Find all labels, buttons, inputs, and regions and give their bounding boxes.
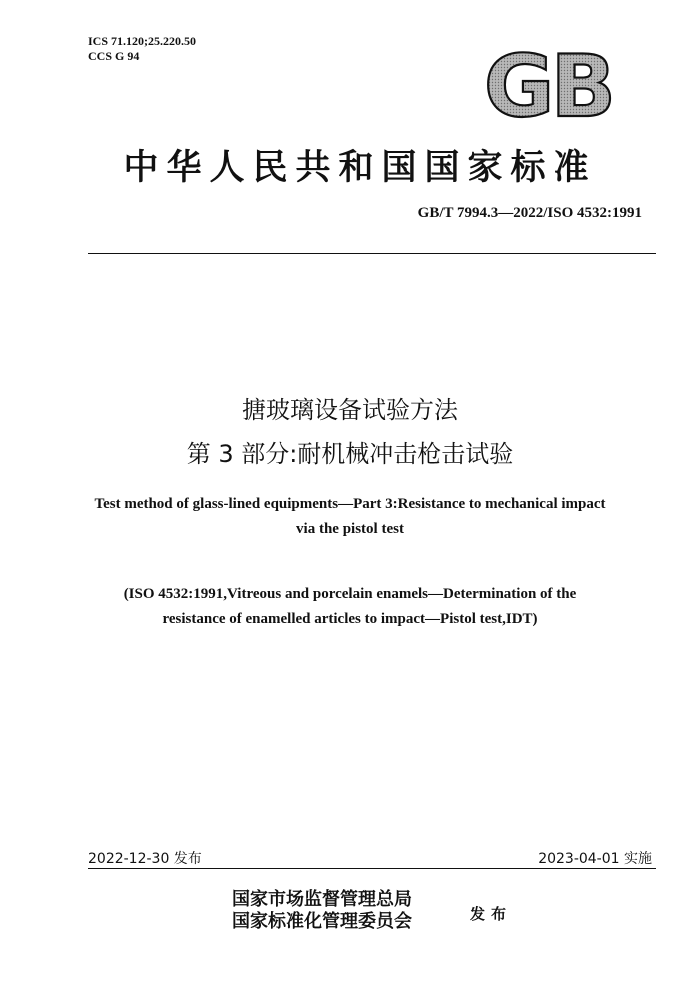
implementation-date: 2023-04-01 实施	[538, 851, 652, 867]
iso-reference-line-1: (ISO 4532:1991,Vitreous and porcelain enamels—Determination of the	[123, 586, 577, 602]
issuer-samr: 国家市场监督管理总局	[232, 889, 412, 910]
classification-codes	[88, 34, 196, 64]
iso-reference-line-2: resistance of enamelled articles to impact—Pistol test,IDT)	[162, 611, 538, 627]
gb-logo-text: GB	[483, 45, 613, 123]
iso-reference	[40, 582, 660, 632]
national-standard-heading: 中华人民共和国国家标准	[123, 147, 597, 188]
issue-date: 2022-12-30 发布	[88, 851, 202, 867]
issuing-authorities	[232, 889, 412, 933]
english-title-line-1: Test method of glass-lined equipments—Part 3:Resistance to mechanical impact	[94, 496, 606, 512]
chinese-title-line-1: 搪玻璃设备试验方法	[242, 396, 458, 424]
issue-action: 发布	[470, 905, 513, 923]
issuer-sac: 国家标准化管理委员会	[232, 911, 412, 932]
english-title	[40, 492, 660, 542]
english-title-line-2: via the pistol test	[296, 521, 404, 537]
ccs-code: CCS G 94	[88, 49, 140, 63]
standard-number: GB/T 7994.3—2022/ISO 4532:1991	[417, 205, 642, 221]
bottom-divider	[88, 868, 656, 869]
top-divider	[88, 253, 656, 254]
gb-logo	[482, 45, 614, 123]
chinese-title-line-2: 第 3 部分:耐机械冲击枪击试验	[186, 440, 514, 468]
ics-code: ICS 71.120;25.220.50	[88, 34, 197, 48]
